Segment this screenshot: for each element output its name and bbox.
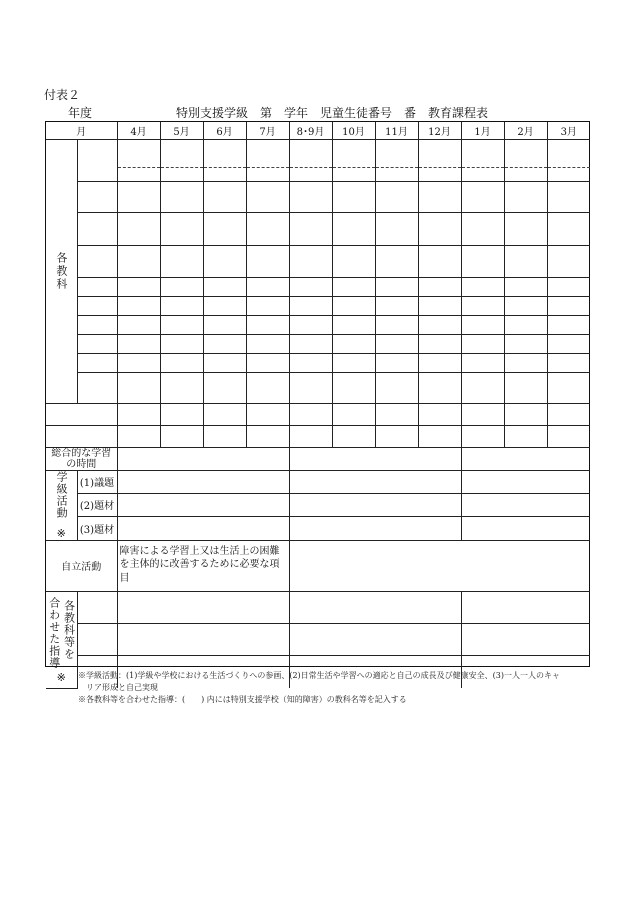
subject-name-cell[interactable] (77, 181, 117, 212)
combined-1-term2[interactable] (289, 591, 461, 623)
combined-1-term3[interactable] (461, 591, 590, 623)
month-jan: 1月 (461, 122, 504, 139)
class-activity-2-term2[interactable] (289, 493, 461, 516)
combined-2-term1[interactable] (117, 623, 289, 655)
combined-2-term3[interactable] (461, 623, 590, 655)
class-activity-item-2: (2)題材 (77, 493, 117, 516)
fiscal-year-label: 年度 (68, 106, 93, 120)
integrated-study-term1[interactable] (117, 447, 289, 470)
subject-row (46, 212, 590, 245)
combined-2-term2[interactable] (289, 623, 461, 655)
subject-name-cell[interactable] (77, 315, 117, 334)
month-oct: 10月 (332, 122, 375, 139)
combined-row (46, 623, 590, 655)
subject-name-cell[interactable] (77, 139, 117, 181)
subject-name-cell[interactable] (77, 353, 117, 372)
class-activity-item-3: (3)題材 (77, 517, 117, 540)
month-header: 月 (46, 122, 117, 139)
subject-row (46, 353, 590, 372)
subject-name-cell[interactable] (77, 334, 117, 353)
month-dec: 12月 (418, 122, 461, 139)
month-header-row (46, 122, 590, 139)
subject-name-cell[interactable] (77, 212, 117, 245)
extra-row-label-cell[interactable] (46, 403, 117, 425)
class-activity-2-term1[interactable] (117, 493, 289, 516)
combined-subject-cell[interactable] (77, 623, 117, 655)
subject-row (46, 372, 590, 403)
class-activity-1-term1[interactable] (117, 470, 289, 493)
month-jun: 6月 (203, 122, 246, 139)
class-activities-label: 学級活動 (55, 470, 69, 519)
subject-row (46, 277, 590, 296)
attachment-label: 付表２ (44, 88, 81, 102)
subject-row (46, 315, 590, 334)
curriculum-grid (46, 122, 590, 689)
month-feb: 2月 (504, 122, 547, 139)
footnote-class-activities-cont: リア形成と自己実現 (86, 683, 158, 692)
subject-row (46, 296, 590, 315)
extra-row (46, 425, 590, 447)
independence-row (46, 540, 590, 591)
class-activity-row (46, 493, 590, 516)
integrated-study-term2[interactable] (289, 447, 461, 470)
subject-name-cell[interactable] (77, 245, 117, 277)
combined-subject-cell[interactable] (77, 591, 117, 623)
footnote-class-activities: ※学級活動：(1)学級や学校における生活づくりへの参画、(2)日常生活や学習への適応と自己の成長及び健康安全、(3)一人一人のキャ (78, 671, 560, 680)
class-activity-item-1: (1)議題 (77, 470, 117, 493)
class-activity-1-term3[interactable] (461, 470, 590, 493)
class-activity-2-term3[interactable] (461, 493, 590, 516)
month-apr: 4月 (117, 122, 160, 139)
subject-row (46, 245, 590, 277)
form-title: 特別支援学級 第 学年 児童生徒番号 番 教育課程表 (176, 106, 489, 120)
subject-name-cell[interactable] (77, 277, 117, 296)
extra-row-label-cell[interactable] (46, 425, 117, 447)
extra-row (46, 403, 590, 425)
subject-row (46, 334, 590, 353)
integrated-study-row (46, 447, 590, 470)
combined-label-col1: 合わせた指導 (47, 597, 61, 669)
integrated-study-term3[interactable] (461, 447, 590, 470)
class-activity-row (46, 517, 590, 540)
combined-1-term1[interactable] (117, 591, 289, 623)
month-mar: 3月 (547, 122, 590, 139)
month-aug-sep: 8･9月 (289, 122, 332, 139)
class-activities-mark: ※ (56, 526, 66, 540)
subjects-label: 各教科 (54, 251, 68, 291)
subject-name-cell[interactable] (77, 296, 117, 315)
class-activity-3-term3[interactable] (461, 517, 590, 540)
class-activity-3-term1[interactable] (117, 517, 289, 540)
class-activities-label-cell (46, 470, 77, 540)
class-activity-row (46, 470, 590, 493)
class-activity-1-term2[interactable] (289, 470, 461, 493)
subject-row (46, 181, 590, 212)
class-activity-3-term2[interactable] (289, 517, 461, 540)
combined-mark: ※ (56, 671, 66, 684)
independence-label: 自立活動 (46, 540, 117, 591)
month-jul: 7月 (246, 122, 289, 139)
footnote-combined: ※各教科等を合わせた指導：( ) 内には特別支援学校（知的障害）の教科名等を記入する (78, 695, 407, 704)
independence-note: 障害による学習上又は生活上の困難を主体的に改善するために必要な項目 (117, 540, 289, 591)
combined-label-col2: 各教科等を (62, 600, 76, 660)
month-nov: 11月 (375, 122, 418, 139)
subject-name-cell[interactable] (77, 372, 117, 403)
subject-row (46, 139, 590, 181)
independence-content[interactable] (289, 540, 590, 591)
combined-label-cell (46, 591, 77, 688)
combined-row (46, 591, 590, 623)
integrated-study-label: 総合的な学習の時間 (46, 447, 117, 470)
month-may: 5月 (160, 122, 203, 139)
subjects-label-cell (46, 139, 77, 403)
